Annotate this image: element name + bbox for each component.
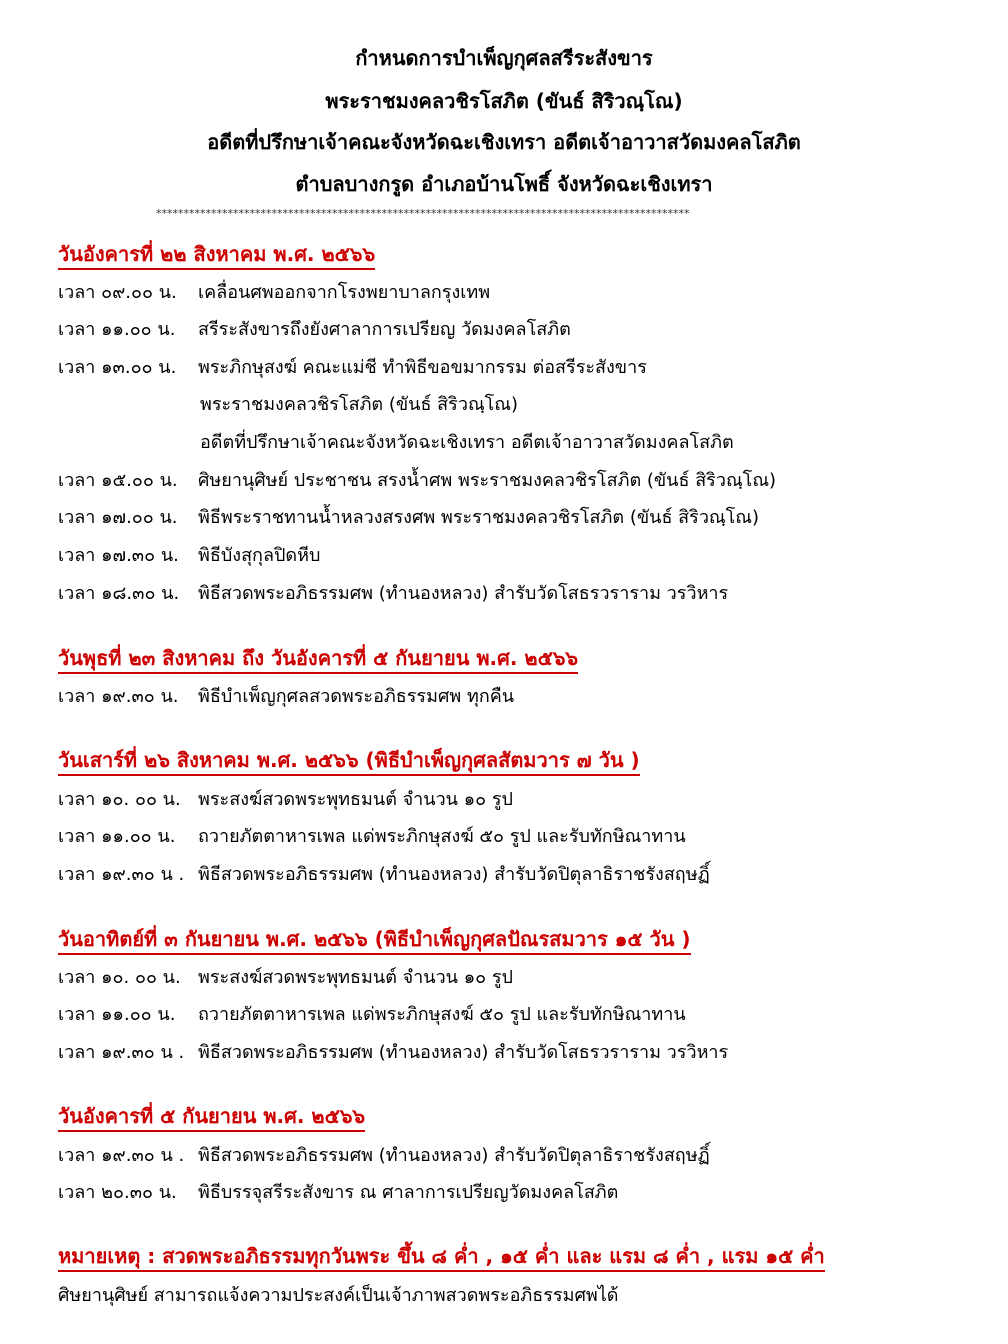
event-text: พิธีบรรจุสรีระสังขาร ณ ศาลาการเปรียญวัดมงคลโสภิต (198, 1182, 619, 1203)
title-line-1: กำหนดการบำเพ็ญกุศลสรีระสังขาร (355, 46, 653, 70)
schedule-row (58, 1145, 710, 1167)
time-label: เวลา ๑๗.๐๐ น. (58, 507, 178, 528)
title-line-4: ตำบลบางกรูด อำเภอบ้านโพธิ์ จังหวัดฉะเชิงเทรา (295, 172, 713, 196)
time-label: เวลา ๒๐.๓๐ น. (58, 1182, 177, 1203)
schedule-row (58, 1004, 686, 1026)
schedule-row (58, 1182, 618, 1204)
time-label: เวลา ๑๘.๓๐ น. (58, 583, 180, 604)
time-label: เวลา ๑๙.๓๐ น . (58, 864, 185, 885)
schedule-row (58, 1042, 728, 1064)
schedule-row (58, 789, 513, 811)
time-label: เวลา ๑๐. ๐๐ น. (58, 789, 181, 810)
schedule-row (58, 686, 514, 708)
star-divider: ************************************************************************************************* (156, 208, 690, 220)
event-text: พระภิกษุสงฆ์ คณะแม่ชี ทำพิธีขอขมากรรม ต่อสรีระสังขาร (198, 357, 647, 378)
note-text: ศิษยานุศิษย์ สามารถแจ้งความประสงค์เป็นเจ้าภาพสวดพระอภิธรรมศพได้ (58, 1285, 619, 1306)
note-heading: หมายเหตุ : สวดพระอภิธรรมทุกวันพระ ขึ้น ๘ ค่ำ , ๑๕ ค่ำ และ แรม ๘ ค่ำ , แรม ๑๕ ค่ำ (58, 1244, 825, 1272)
title-line-2: พระราชมงคลวชิรโสภิต (ขันธ์ สิริวณฺโณ) (325, 89, 683, 113)
schedule-row (58, 864, 710, 886)
section-heading-5: วันอังคารที่ ๕ กันยายน พ.ศ. ๒๕๖๖ (58, 1104, 365, 1132)
time-label: เวลา ๑๓.๐๐ น. (58, 357, 177, 378)
time-label: เวลา ๐๙.๐๐ น. (58, 282, 177, 303)
time-label: เวลา ๑๗.๓๐ น. (58, 545, 179, 566)
time-label: เวลา ๑๐. ๐๐ น. (58, 967, 181, 988)
time-label: เวลา ๑๑.๐๐ น. (58, 826, 176, 847)
section-heading-3: วันเสาร์ที่ ๒๖ สิงหาคม พ.ศ. ๒๕๖๖ (พิธีบำเพ็ญกุศลสัตมวาร ๗ วัน ) (58, 748, 640, 776)
schedule-row (58, 826, 686, 848)
schedule-row (58, 282, 490, 304)
event-text: พระสงฆ์สวดพระพุทธมนต์ จำนวน ๑๐ รูป (198, 967, 513, 988)
event-text: พิธีสวดพระอภิธรรมศพ (ทำนองหลวง) สำรับวัดโสธรวราราม วรวิหาร (198, 583, 729, 604)
schedule-row (58, 545, 320, 567)
time-label: เวลา ๑๕.๐๐ น. (58, 470, 178, 491)
event-text: สรีระสังขารถึงยังศาลาการเปรียญ วัดมงคลโสภิต (198, 319, 571, 340)
section-heading-4: วันอาทิตย์ที่ ๓ กันยายน พ.ศ. ๒๕๖๖ (พิธีบำเพ็ญกุศลปัณรสมวาร ๑๕ วัน ) (58, 927, 691, 955)
schedule-row (58, 470, 776, 492)
schedule-row (58, 583, 728, 605)
section-heading-2: วันพุธที่ ๒๓ สิงหาคม ถึง วันอังคารที่ ๕ กันยายน พ.ศ. ๒๕๖๖ (58, 646, 578, 674)
time-label: เวลา ๑๙.๓๐ น. (58, 686, 179, 707)
event-text: พิธีสวดพระอภิธรรมศพ (ทำนองหลวง) สำรับวัดโสธรวราราม วรวิหาร (198, 1042, 729, 1063)
event-text: พิธีบังสุกุลปิดหีบ (198, 545, 321, 566)
event-text: พิธีสวดพระอภิธรรมศพ (ทำนองหลวง) สำรับวัดปิตุลาธิราชรังสฤษฏิ์ (198, 1145, 710, 1166)
time-label: เวลา ๑๙.๓๐ น . (58, 1145, 185, 1166)
event-text: ศิษยานุศิษย์ ประชาชน สรงน้ำศพ พระราชมงคลวชิรโสภิต (ขันธ์ สิริวณฺโณ) (198, 470, 777, 491)
event-text: ถวายภัตตาหารเพล แด่พระภิกษุสงฆ์ ๕๐ รูป และรับทักษิณาทาน (198, 826, 686, 847)
time-label: เวลา ๑๙.๓๐ น . (58, 1042, 185, 1063)
schedule-row (58, 507, 759, 529)
title-line-3: อดีตที่ปรึกษาเจ้าคณะจังหวัดฉะเชิงเทรา อดีตเจ้าอาวาสวัดมงคลโสภิต (207, 130, 801, 154)
event-text: พิธีสวดพระอภิธรรมศพ (ทำนองหลวง) สำรับวัดปิตุลาธิราชรังสฤษฏิ์ (198, 864, 710, 885)
section-heading-1: วันอังคารที่ ๒๒ สิงหาคม พ.ศ. ๒๕๖๖ (58, 242, 375, 270)
event-text: พิธีพระราชทานน้ำหลวงสรงศพ พระราชมงคลวชิรโสภิต (ขันธ์ สิริวณฺโณ) (198, 507, 760, 528)
time-label: เวลา ๑๑.๐๐ น. (58, 319, 176, 340)
event-text: พิธีบำเพ็ญกุศลสวดพระอภิธรรมศพ ทุกคืน (198, 686, 515, 707)
schedule-row (58, 357, 647, 379)
event-text: เคลื่อนศพออกจากโรงพยาบาลกรุงเทพ (198, 282, 491, 303)
time-label: เวลา ๑๑.๐๐ น. (58, 1004, 176, 1025)
event-continuation: อดีตที่ปรึกษาเจ้าคณะจังหวัดฉะเชิงเทรา อดีตเจ้าอาวาสวัดมงคลโสภิต (200, 432, 734, 453)
schedule-row (58, 319, 571, 341)
event-text: ถวายภัตตาหารเพล แด่พระภิกษุสงฆ์ ๕๐ รูป และรับทักษิณาทาน (198, 1004, 686, 1025)
schedule-row (58, 967, 513, 989)
event-text: พระสงฆ์สวดพระพุทธมนต์ จำนวน ๑๐ รูป (198, 789, 513, 810)
event-continuation: พระราชมงคลวชิรโสภิต (ขันธ์ สิริวณฺโณ) (200, 394, 519, 415)
